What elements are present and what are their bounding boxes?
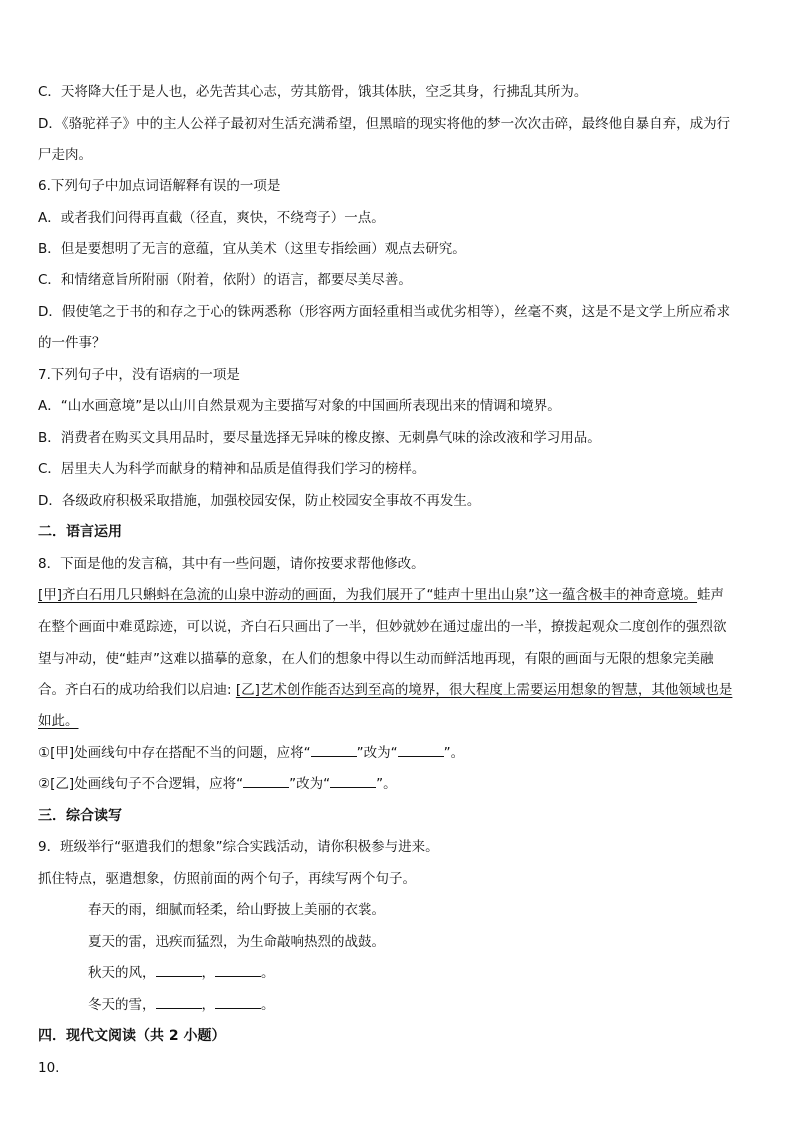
sub-question-text: ”。 [443,745,465,761]
sub-question-text: ”改为“ [289,776,331,792]
question-9-instruction: 抓住特点，驱遣想象，仿照前面的两个句子，再续写两个句子。 [38,871,416,887]
question-6: 6.下列句子中加点词语解释有误的一项是 [38,178,281,194]
answer-blank[interactable] [215,996,261,1009]
sub-question-text: ”。 [376,776,397,792]
answer-blank[interactable] [243,775,289,788]
sentence-text: 。 [261,965,275,981]
passage-line-4 [38,680,758,700]
example-sentence-spring: 春天的雨，细腻而轻柔，给山野披上美丽的衣裳。 [88,902,385,918]
sentence-text: ， [201,965,215,981]
passage-line-2: 在整个画面中难觅踪迹，可以说，齐白石只画出了一半，但妙就妙在通过虚出的一半，撩拨起观众二度创作的强烈欲 [38,619,727,635]
passage-line-5 [38,711,758,731]
answer-blank[interactable] [311,744,357,757]
sub-question-text: ②[乙]处画线句子不合逻辑，应将“ [38,776,244,792]
answer-blank[interactable] [215,964,261,977]
fill-sentence-autumn [88,963,794,983]
q7-option-a: A．“山水画意境”是以山川自然景观为主要描写对象的中国画所表现出来的情调和境界。 [38,398,561,414]
answer-blank[interactable] [398,744,444,757]
passage-text: 蛙声 [697,587,725,603]
underlined-sentence-jia: [甲]齐白石用几只蝌蚪在急流的山泉中游动的画面，为我们展开了“蛙声十里出山泉”这一蕴含极丰的神奇意境。 [38,587,698,603]
passage-text: 合。齐白石的成功给我们以启迪: [38,682,236,698]
q6-option-c: C．和情绪意旨所附丽（附着，依附）的语言，都要尽美尽善。 [38,272,412,288]
example-sentence-summer: 夏天的雷，迅疾而猛烈，为生命敲响热烈的战鼓。 [88,934,385,950]
sub-question-2 [38,774,758,794]
q6-option-d: D．假使笔之于书的和存之于心的铢两悉称（形容两方面轻重相当或优劣相等），丝毫不爽，这是不是文学上所应希求 [38,304,731,320]
sub-question-text: ”改为“ [356,745,398,761]
q6-option-d-continued: 的一件事？ [38,335,106,351]
underlined-sentence-yi: [乙]艺术创作能否达到至高的境界，很大程度上需要运用想象的智慧，其他领域也是 [235,682,733,698]
option-c-line: C．天将降大任于是人也，必先苦其心志，劳其筋骨，饿其体肤，空乏其身，行拂乱其所为。 [38,84,588,100]
option-d-line: D．《骆驼祥子》中的主人公祥子最初对生活充满希望，但黑暗的现实将他的梦一次次击碎，最终他自暴自弃，成为行 [38,116,731,132]
section-heading-3: 三．综合读写 [38,808,122,824]
q7-option-d: D．各级政府积极采取措施，加强校园安保，防止校园安全事故不再发生。 [38,493,481,509]
sentence-text: 秋天的风， [88,965,156,981]
sentence-text: ， [201,997,215,1013]
section-heading-4: 四．现代文阅读（共 2 小题） [38,1028,226,1044]
q7-option-b: B．消费者在购买文具用品时，要尽量选择无异味的橡皮擦、无刺鼻气味的涂改液和学习用品。 [38,430,601,446]
q6-option-b: B．但是要想明了无言的意蕴，宜从美术（这里专指绘画）观点去研究。 [38,241,466,257]
sentence-text: 。 [261,997,275,1013]
question-10: 10. [38,1060,60,1076]
passage-line-3: 望与冲动，使“蛙声”这难以描摹的意象，在人们的想象中得以生动而鲜活地再现，有限的画面与无限的想象完美融 [38,651,714,667]
question-7: 7.下列句子中，没有语病的一项是 [38,367,240,383]
answer-blank[interactable] [156,964,202,977]
option-d-continued: 尸走肉。 [38,147,92,163]
question-9: 9．班级举行“驱遣我们的想象”综合实践活动，请你积极参与进来。 [38,839,439,855]
answer-blank[interactable] [156,996,202,1009]
sub-question-text: ①[甲]处画线句中存在搭配不当的问题，应将“ [38,745,311,761]
sentence-text: 冬天的雪， [88,997,156,1013]
fill-sentence-winter [88,995,794,1015]
question-8: 8．下面是他的发言稿，其中有一些问题，请你按要求帮他修改。 [38,556,425,572]
section-heading-2: 二．语言运用 [38,524,122,540]
q7-option-c: C．居里夫人为科学而献身的精神和品质是值得我们学习的榜样。 [38,461,426,477]
q6-option-a: A．或者我们问得再直截（径直，爽快，不绕弯子）一点。 [38,210,385,226]
passage-line-1 [38,585,758,605]
underlined-sentence-yi-end: 如此。 [38,713,79,729]
answer-blank[interactable] [330,775,376,788]
sub-question-1 [38,743,758,763]
